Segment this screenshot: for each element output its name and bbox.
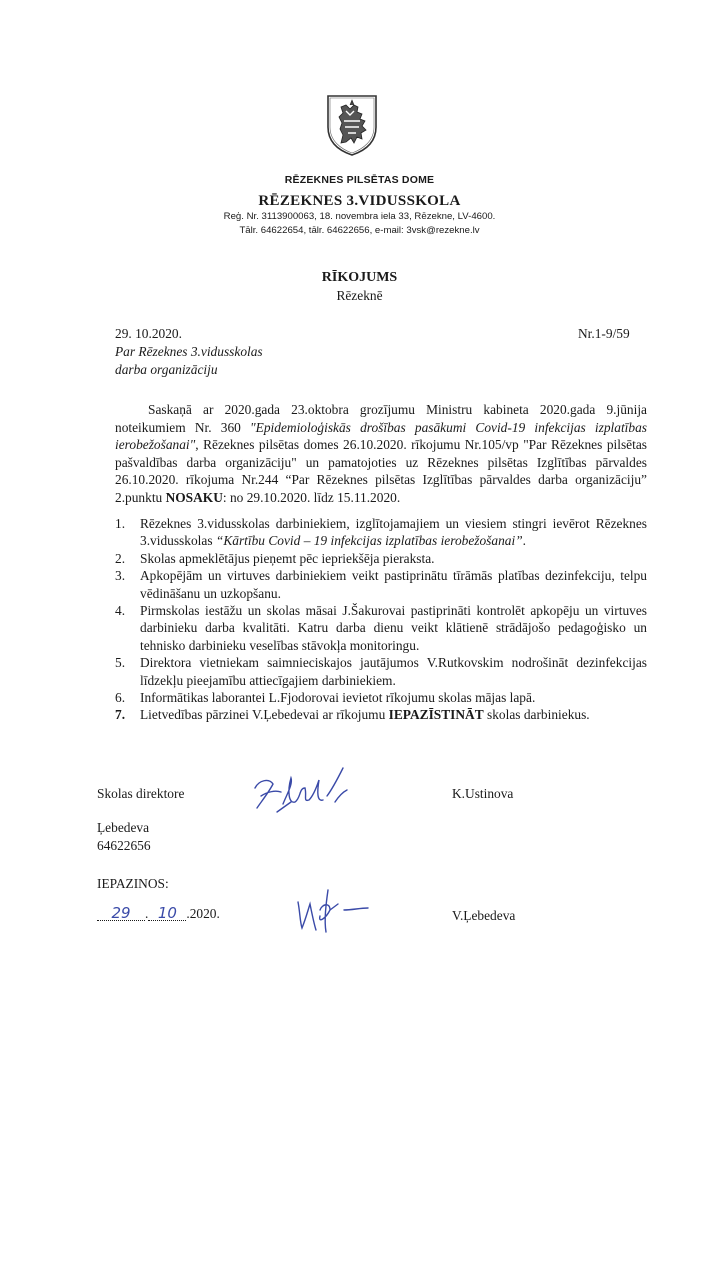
intro-part-2: , Rēzeknes pilsētas domes 26.10.2020. rīkojumu Nr.105/vp "Par Rēzeknes pilsētas pašvaldības darba organizāciju" un pamatojoties uz Rēzeknes pilsētas Izglītības pārvaldes 26.10.2020. rīkojuma Nr.244 “Par Rēzeknes pilsētas Izglītības pārvaldes darba organizāciju” 2.punktu bbox=[115, 437, 647, 505]
item-number: 4. bbox=[115, 603, 126, 619]
list-item bbox=[115, 654, 647, 689]
order-items-list bbox=[115, 515, 647, 724]
ack-day: 29 bbox=[97, 906, 145, 921]
signature-director-icon bbox=[247, 762, 357, 820]
intro-part-1: Saskaņā ar 2020.gada 23.oktobra grozījumu Ministru kabineta 2020.gada 9.jūnija noteikumiem Nr. 360 bbox=[115, 402, 647, 435]
item-italic: “Kārtību Covid – 19 infekcijas izplatības ierobežošanai” bbox=[215, 533, 523, 549]
item-tail: . bbox=[522, 533, 527, 549]
list-item bbox=[115, 706, 647, 723]
item-number: 5. bbox=[115, 655, 126, 671]
signer-title: Skolas direktore bbox=[97, 786, 185, 801]
intro-decision-word: NOSAKU bbox=[165, 489, 223, 505]
ack-year: .2020. bbox=[186, 906, 220, 921]
registration-line: Reģ. Nr. 3113900063, 18. novembra iela 33, Rēzekne, LV-4600. bbox=[223, 211, 496, 222]
intro-paragraph bbox=[115, 401, 647, 507]
list-item bbox=[115, 515, 647, 550]
item-bold: IEPAZĪSTINĀT bbox=[388, 707, 484, 723]
item-tail: skolas darbiniekus. bbox=[483, 707, 590, 723]
item-text: Pirmskolas iestāžu un skolas māsai J.Šakurovai pastiprināti kontrolēt apkopēju un virtuves darbinieku darba kvalitāti. Katru darba dienu veikt klātienē strādājošo pedagoģisko un tehnisko darbinieku veselības stāvokļa monitoringu. bbox=[140, 603, 647, 653]
list-item bbox=[115, 567, 647, 602]
ack-month: 10 bbox=[148, 906, 186, 921]
acknowledged-date: 29 . 10 .2020. bbox=[97, 906, 227, 922]
item-text: Rēzeknes 3.vidusskolas darbiniekiem, izglītojamajiem un viesiem stingri ievērot Rēzeknes 3.vidusskolas bbox=[140, 516, 647, 549]
list-item bbox=[115, 689, 647, 706]
page-background bbox=[0, 1000, 719, 1279]
signature-acknowledger-icon bbox=[290, 880, 374, 936]
prepared-by-phone: 64622656 bbox=[97, 838, 151, 853]
order-number: Nr.1-9/59 bbox=[578, 326, 630, 341]
subject-line-1: Par Rēzeknes 3.vidusskolas bbox=[115, 344, 263, 359]
signer-name: K.Ustinova bbox=[452, 786, 514, 801]
prepared-by-name: Ļebedeva bbox=[97, 820, 150, 835]
item-number: 2. bbox=[115, 550, 126, 566]
acknowledged-label: IEPAZINOS: bbox=[97, 876, 169, 891]
order-date: 29. 10.2020. bbox=[115, 326, 182, 341]
item-number: 7. bbox=[115, 707, 126, 723]
list-item bbox=[115, 550, 647, 567]
item-text: Informātikas laborantei L.Fjodorovai ievietot rīkojumu skolas mājas lapā. bbox=[140, 690, 536, 706]
municipality-name: RĒZEKNES PILSĒTAS DOME bbox=[284, 174, 435, 186]
coat-of-arms-icon bbox=[324, 93, 380, 157]
document-city: Rēzeknē bbox=[336, 288, 383, 303]
item-text: Apkopējām un virtuves darbiniekiem veikt pastiprinātu tīrāmās platības dezinfekciju, telpu vēdināšanu un uzkopšanu. bbox=[140, 568, 647, 601]
acknowledger-name: V.Ļebedeva bbox=[452, 908, 516, 923]
intro-part-3: : no 29.10.2020. līdz 15.11.2020. bbox=[222, 489, 401, 505]
subject-line-2: darba organizāciju bbox=[115, 362, 218, 377]
document-title: RĪKOJUMS bbox=[321, 270, 398, 285]
item-text: Skolas apmeklētājus pieņemt pēc iepriekšēja pieraksta. bbox=[140, 550, 435, 566]
intro-italic-title: "Epidemioloģiskās drošības pasākumi Covid-19 infekcijas izplatības ierobežošanai" bbox=[115, 419, 647, 453]
school-name: RĒZEKNES 3.VIDUSSKOLA bbox=[258, 193, 461, 209]
item-number: 6. bbox=[115, 690, 126, 706]
item-text: Lietvedības pārzinei V.Ļebedevai ar rīkojumu bbox=[140, 707, 389, 723]
list-item bbox=[115, 602, 647, 654]
item-number: 1. bbox=[115, 516, 126, 531]
item-number: 3. bbox=[115, 568, 126, 584]
item-text: Direktora vietniekam saimnieciskajos jautājumos V.Rutkovskim nodrošināt dezinfekcijas līdzekļu pieejamību attiecīgajiem darbiniekiem. bbox=[140, 655, 647, 688]
contact-line: Tālr. 64622654, tālr. 64622656, e-mail: 3vsk@rezekne.lv bbox=[239, 225, 480, 236]
